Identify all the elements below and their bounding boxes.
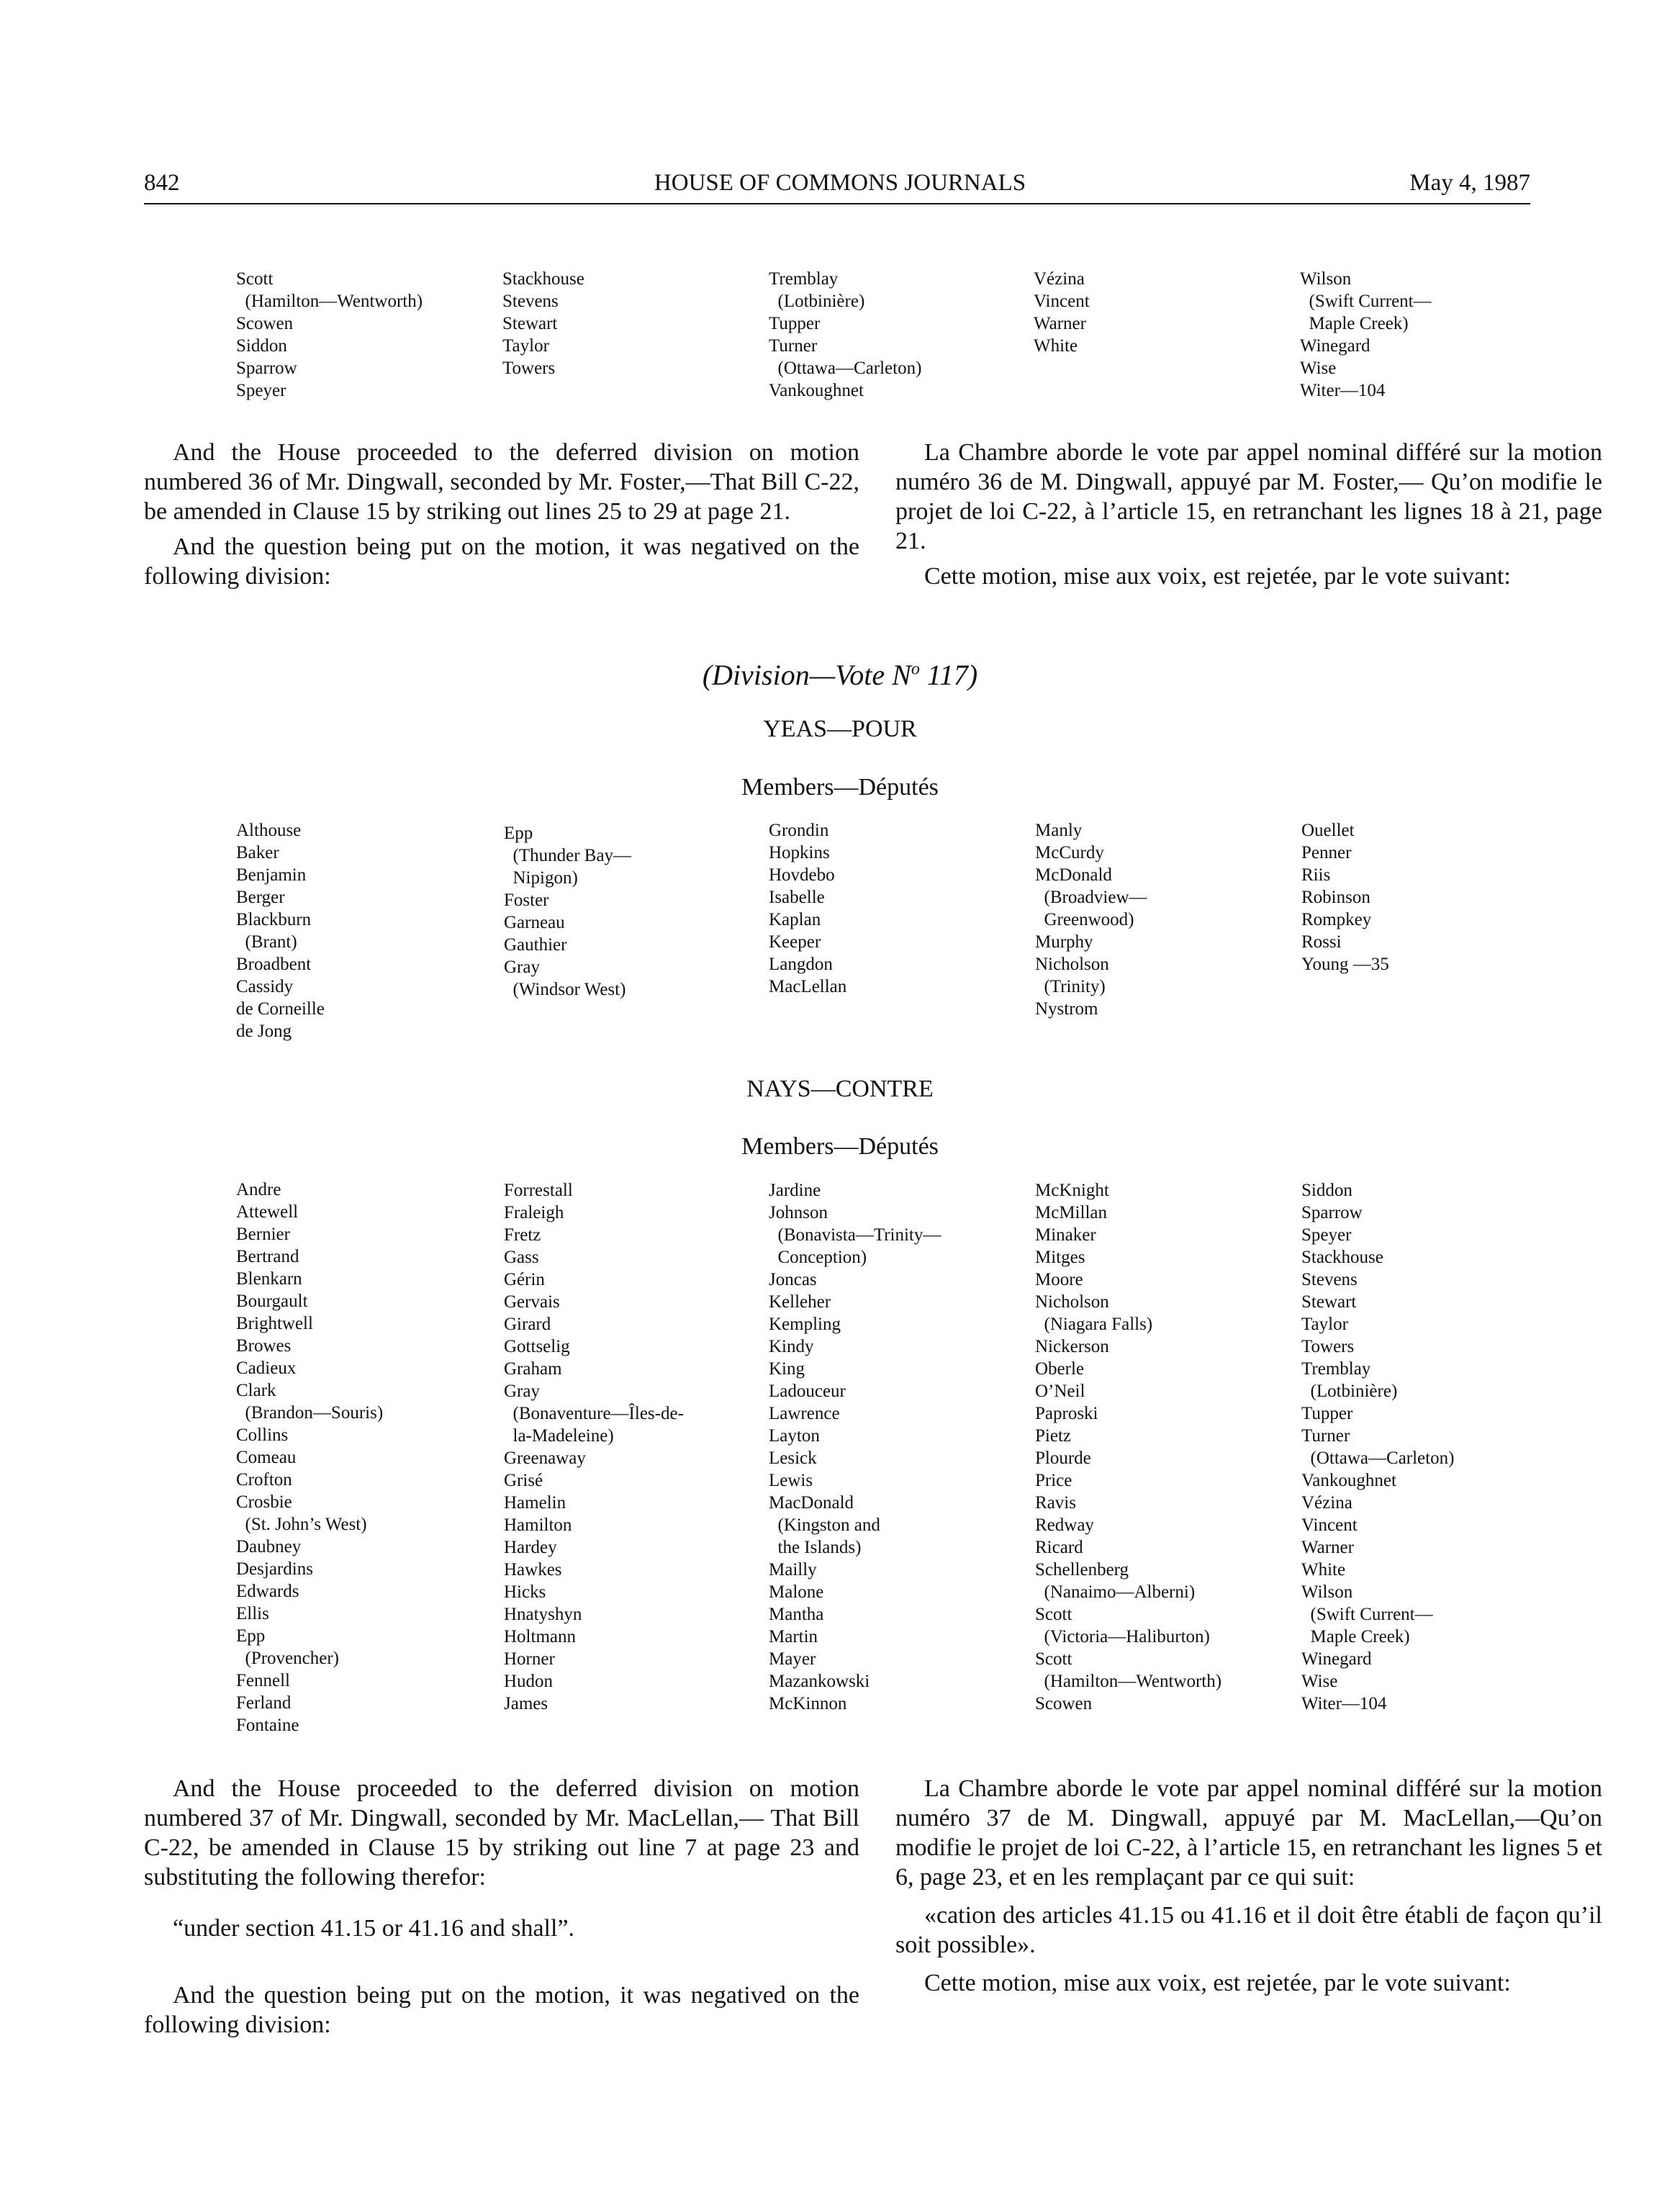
member-name: Ladouceur [769, 1382, 846, 1401]
member-name: Sparrow [236, 359, 297, 378]
member-name: Crosbie [236, 1492, 292, 1512]
name-column [502, 268, 584, 379]
member-name: Joncas [769, 1270, 817, 1289]
name-column [1034, 268, 1090, 357]
member-name: Hamilton [504, 1515, 572, 1535]
member-name: Vézina [1034, 269, 1085, 289]
member-name: Malone [769, 1582, 824, 1602]
member-name: Nystrom [1035, 999, 1098, 1019]
member-name: Wilson [1301, 1582, 1353, 1602]
members-heading-2: Members—Députés [741, 1133, 939, 1160]
member-name: White [1034, 336, 1078, 356]
member-name: Stevens [502, 292, 559, 311]
member-name: Cassidy [236, 977, 294, 996]
member-name: Benjamin [236, 865, 307, 885]
member-name: Comeau [236, 1448, 297, 1467]
member-name: Sparrow [1301, 1203, 1363, 1222]
member-name: Gauthier [504, 935, 567, 955]
member-name: Ricard [1035, 1538, 1083, 1557]
member-name: James [504, 1694, 548, 1713]
member-name: Vankoughnet [1301, 1471, 1396, 1490]
member-name: Andre [236, 1180, 281, 1199]
member-name: Layton [769, 1426, 820, 1446]
member-name: Foster [504, 891, 549, 910]
member-name: Nicholson [1035, 955, 1109, 974]
member-name: MacDonald [769, 1493, 854, 1513]
member-name: Warner [1301, 1538, 1354, 1557]
member-name: Fraleigh [504, 1203, 564, 1222]
member-name: Winegard [1301, 1649, 1372, 1669]
member-name: Scott [236, 269, 274, 289]
name-column [1300, 268, 1432, 402]
member-name: Minaker [1035, 1225, 1096, 1245]
member-name: Scott [1035, 1605, 1072, 1624]
member-name: (Windsor West) [504, 980, 626, 999]
member-name: (St. John’s West) [236, 1515, 367, 1534]
member-name: Gray [504, 957, 540, 977]
member-name: Horner [504, 1649, 555, 1669]
member-name: Maple Creek) [1300, 314, 1409, 333]
member-name: Witer—104 [1300, 381, 1386, 400]
member-name: (Broadview— [1035, 888, 1147, 907]
member-name: (Bonavista—Trinity— [769, 1225, 941, 1245]
member-name: Tupper [769, 314, 821, 333]
member-name: Stewart [1301, 1292, 1357, 1312]
member-name: (Provencher) [236, 1649, 339, 1668]
member-name: Tremblay [769, 269, 839, 289]
member-name: Conception) [769, 1248, 867, 1267]
member-name: Desjardins [236, 1559, 313, 1579]
motion-36-result-fr: Cette motion, mise aux voix, est rejetée, par le vote suivant: [924, 563, 1511, 590]
member-name: Schellenberg [1035, 1560, 1129, 1580]
member-name: Hamelin [504, 1493, 566, 1513]
member-name: Hopkins [769, 843, 830, 862]
motion-37-french [895, 1774, 1602, 1998]
member-name: Mantha [769, 1605, 824, 1624]
member-name: Stewart [502, 314, 558, 333]
page-number: 842 [144, 170, 180, 196]
member-name: Nickerson [1035, 1337, 1109, 1356]
member-name: Kaplan [769, 910, 821, 929]
member-name: Bourgault [236, 1292, 308, 1311]
motion-37-result-fr: Cette motion, mise aux voix, est rejetée, par le vote suivant: [924, 1970, 1511, 1996]
member-name: Mazankowski [769, 1672, 870, 1691]
member-name: Ellis [236, 1604, 269, 1623]
name-column [769, 1179, 941, 1715]
member-name: Scowen [1035, 1694, 1093, 1713]
member-name: Greenwood) [1035, 910, 1134, 929]
member-name: Ferland [236, 1693, 292, 1713]
journal-title: HOUSE OF COMMONS JOURNALS [654, 170, 1026, 196]
member-name: White [1301, 1560, 1346, 1580]
member-name: Gottselig [504, 1337, 570, 1356]
member-name: Berger [236, 888, 285, 907]
member-name: Althouse [236, 821, 302, 840]
header-rule [144, 203, 1530, 204]
member-name: Grisé [504, 1471, 543, 1490]
member-name: Warner [1034, 314, 1086, 333]
member-name: Browes [236, 1336, 292, 1356]
member-name: Martin [769, 1627, 818, 1646]
motion-36-french [895, 438, 1602, 591]
member-name: Speyer [236, 381, 286, 400]
member-name: (Trinity) [1035, 977, 1106, 996]
member-name: Hardey [504, 1538, 557, 1557]
member-name: Lewis [769, 1471, 813, 1490]
member-name: Tupper [1301, 1404, 1353, 1423]
member-name: Hnatyshyn [504, 1605, 582, 1624]
member-name: Blackburn [236, 910, 312, 929]
name-column [1301, 1179, 1454, 1715]
member-name: the Islands) [769, 1538, 862, 1557]
member-name: Mailly [769, 1560, 817, 1580]
member-name: Taylor [502, 336, 549, 356]
member-name: Hicks [504, 1582, 546, 1602]
member-name: Langdon [769, 955, 833, 974]
member-name: Vincent [1301, 1515, 1358, 1535]
member-name: Winegard [1300, 336, 1370, 356]
member-name: Johnson [769, 1203, 828, 1222]
journal-date: May 4, 1987 [1409, 170, 1530, 196]
member-name: Stackhouse [502, 269, 584, 289]
motion-37-english [144, 1774, 859, 2040]
member-name: Fennell [236, 1671, 290, 1690]
member-name: McKnight [1035, 1181, 1109, 1200]
motion-37-text-fr: La Chambre aborde le vote par appel nominal différé sur la motion numéro 37 de M. Dingwall, appuyé par M. MacLellan,—Qu’on modifie le projet de loi C-22, à l’article 15, en retranchant les lignes 5 et 6, page 23, et en les remplaçant par ce qui suit: [895, 1775, 1602, 1891]
name-column [504, 822, 631, 1001]
member-name: Witer—104 [1301, 1694, 1387, 1713]
member-name: Maple Creek) [1301, 1627, 1410, 1646]
member-name: Attewell [236, 1202, 299, 1222]
member-name: Ouellet [1301, 821, 1355, 840]
member-name: MacLellan [769, 977, 847, 996]
member-name: Scowen [236, 314, 294, 333]
member-name: Siddon [1301, 1181, 1352, 1200]
member-name: Crofton [236, 1470, 292, 1490]
member-name: (Thunder Bay— [504, 846, 632, 865]
member-name: Holtmann [504, 1627, 576, 1646]
member-name: Epp [236, 1626, 266, 1646]
member-name: Siddon [236, 336, 287, 356]
member-name: Oberle [1035, 1359, 1085, 1379]
member-name: Fontaine [236, 1716, 299, 1735]
member-name: (Hamilton—Wentworth) [236, 292, 423, 311]
member-name: Riis [1301, 865, 1331, 885]
member-name: (Brandon—Souris) [236, 1403, 384, 1423]
member-name: Broadbent [236, 955, 312, 974]
yeas-heading: YEAS—POUR [763, 716, 917, 742]
member-name: McCurdy [1035, 843, 1104, 862]
member-name: Garneau [504, 913, 565, 932]
member-name: Rossi [1301, 932, 1342, 952]
member-name: Taylor [1301, 1315, 1348, 1334]
member-name: Girard [504, 1315, 551, 1334]
member-name: Epp [504, 824, 533, 843]
member-name: Mitges [1035, 1248, 1085, 1267]
member-name: Jardine [769, 1181, 821, 1200]
member-name: Turner [769, 336, 818, 356]
member-name: Murphy [1035, 932, 1093, 952]
member-name: Forrestall [504, 1181, 573, 1200]
member-name: Greenaway [504, 1448, 586, 1468]
name-column [236, 1179, 383, 1736]
member-name: Cadieux [236, 1358, 297, 1378]
member-name: Ravis [1035, 1493, 1076, 1513]
member-name: Gérin [504, 1270, 545, 1289]
member-name: Fretz [504, 1225, 541, 1245]
member-name: Clark [236, 1381, 276, 1400]
member-name: la-Madeleine) [504, 1426, 614, 1446]
member-name: Vankoughnet [769, 381, 864, 400]
member-name: Isabelle [769, 888, 825, 907]
member-name: Kindy [769, 1337, 814, 1356]
name-column [236, 819, 325, 1042]
member-name: Wilson [1300, 269, 1352, 289]
motion-37-result-en: And the question being put on the motion, it was negatived on the following division: [144, 1982, 859, 2038]
member-name: Kempling [769, 1315, 841, 1334]
member-name: Plourde [1035, 1448, 1091, 1468]
member-name: Lesick [769, 1448, 817, 1468]
member-name: Edwards [236, 1582, 299, 1601]
member-name: Baker [236, 843, 279, 862]
name-column [769, 819, 846, 998]
member-name: (Nanaimo—Alberni) [1035, 1582, 1196, 1602]
name-column [1035, 1179, 1221, 1715]
member-name: (Lotbinière) [769, 292, 865, 311]
member-name: Vézina [1301, 1493, 1352, 1513]
member-name: Gervais [504, 1292, 560, 1312]
name-column [236, 268, 423, 402]
member-name: Daubney [236, 1537, 302, 1556]
member-name: (Swift Current— [1300, 292, 1432, 311]
member-name: Hovdebo [769, 865, 835, 885]
motion-37-quote-en: “under section 41.15 or 41.16 and shall”. [173, 1915, 575, 1942]
name-column [769, 268, 921, 402]
member-name: Graham [504, 1359, 562, 1379]
member-name: Vincent [1034, 292, 1090, 311]
member-name: McDonald [1035, 865, 1112, 885]
member-name: Brightwell [236, 1314, 313, 1333]
member-name: (Hamilton—Wentworth) [1035, 1672, 1222, 1691]
member-name: McMillan [1035, 1203, 1107, 1222]
member-name: Moore [1035, 1270, 1083, 1289]
member-name: Keeper [769, 932, 821, 952]
member-name: (Ottawa—Carleton) [769, 359, 922, 378]
member-name: Kelleher [769, 1292, 831, 1312]
member-name: Grondin [769, 821, 829, 840]
member-name: Turner [1301, 1426, 1350, 1446]
member-name: O’Neil [1035, 1382, 1085, 1401]
member-name: Stevens [1301, 1270, 1358, 1289]
name-column [1035, 819, 1147, 1020]
members-heading: Members—Députés [741, 774, 939, 801]
member-name: Paproski [1035, 1404, 1098, 1423]
member-name: de Corneille [236, 999, 325, 1019]
member-name: King [769, 1359, 805, 1379]
member-name: Price [1035, 1471, 1072, 1490]
member-name: (Brant) [236, 932, 297, 952]
member-name: Gray [504, 1382, 540, 1401]
member-name: (Kingston and [769, 1515, 880, 1535]
member-name: (Victoria—Haliburton) [1035, 1627, 1210, 1646]
motion-37-quote-fr: «cation des articles 41.15 ou 41.16 et il doit être établi de façon qu’il soit possible». [895, 1902, 1602, 1958]
member-name: Mayer [769, 1649, 816, 1669]
member-name: Bernier [236, 1225, 290, 1244]
member-name: Bertrand [236, 1247, 299, 1266]
member-name: Manly [1035, 821, 1083, 840]
member-name: Robinson [1301, 888, 1370, 907]
member-name: Wise [1301, 1672, 1338, 1691]
name-column [1301, 819, 1389, 975]
member-name: (Lotbinière) [1301, 1382, 1398, 1401]
motion-36-text-fr: La Chambre aborde le vote par appel nominal différé sur la motion numéro 36 de M. Dingwall, appuyé par M. Foster,— Qu’on modifie le projet de loi C-22, à l’article 15, en retranchant les lignes 18 à 21, page 21. [895, 439, 1602, 554]
nays-heading: NAYS—CONTRE [746, 1076, 934, 1102]
motion-36-text-en: And the House proceeded to the deferred division on motion numbered 36 of Mr. Dingwall, seconded by Mr. Foster,—That Bill C-22, be amended in Clause 15 by striking out lines 25 to 29 at page 21. [144, 439, 859, 525]
member-name: Speyer [1301, 1225, 1352, 1245]
motion-37-text-en: And the House proceeded to the deferred division on motion numbered 37 of Mr. Dingwall, seconded by Mr. MacLellan,— That Bill C-22, be amended in Clause 15 by striking out line 7 at page 23 and substituting the following therefor: [144, 1775, 859, 1891]
member-name: Wise [1300, 359, 1337, 378]
member-name: Redway [1035, 1515, 1094, 1535]
member-name: Nicholson [1035, 1292, 1109, 1312]
member-name: de Jong [236, 1022, 292, 1041]
member-name: Collins [236, 1425, 289, 1445]
member-name: (Swift Current— [1301, 1605, 1433, 1624]
member-name: Rompkey [1301, 910, 1372, 929]
member-name: Gass [504, 1248, 539, 1267]
member-name: Scott [1035, 1649, 1072, 1669]
motion-36-result-en: And the question being put on the motion, it was negatived on the following division: [144, 533, 859, 590]
member-name: (Ottawa—Carleton) [1301, 1448, 1455, 1468]
member-name: Hudon [504, 1672, 554, 1691]
member-name: Towers [1301, 1337, 1355, 1356]
member-name: Tremblay [1301, 1359, 1371, 1379]
motion-36-english [144, 438, 859, 591]
member-name: Pietz [1035, 1426, 1071, 1446]
member-name: Lawrence [769, 1404, 840, 1423]
member-name: Blenkarn [236, 1269, 302, 1289]
member-name: Stackhouse [1301, 1248, 1383, 1267]
name-column [504, 1179, 684, 1715]
member-name: (Bonaventure—Îles-de- [504, 1404, 684, 1423]
member-name: McKinnon [769, 1694, 847, 1713]
division-heading: (Division—Vote $N^o$ 117) [702, 659, 978, 691]
member-name: (Niagara Falls) [1035, 1315, 1153, 1334]
member-name: Young —35 [1301, 955, 1389, 974]
member-name: Towers [502, 359, 556, 378]
member-name: Nipigon) [504, 868, 578, 888]
member-name: Penner [1301, 843, 1352, 862]
member-name: Hawkes [504, 1560, 562, 1580]
